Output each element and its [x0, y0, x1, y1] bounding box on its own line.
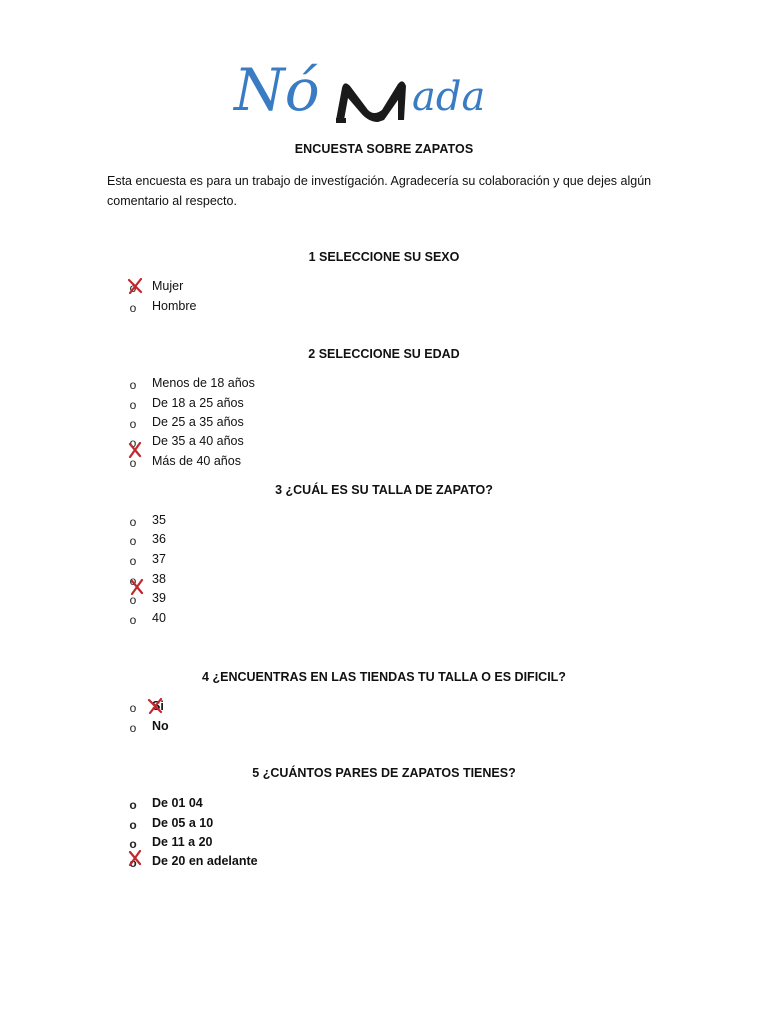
bullet: o [129, 515, 137, 529]
question-5-heading: 5 ¿CUÁNTOS PARES DE ZAPATOS TIENES? [252, 766, 516, 780]
x-mark-icon [127, 278, 143, 294]
q2-option[interactable] [126, 393, 244, 413]
bullet: o [129, 417, 137, 431]
bullet: o [129, 856, 137, 870]
bullet: o [129, 818, 137, 832]
intro-line: comentario al respecto. [107, 194, 237, 208]
question-2-heading: 2 SELECCIONE SU EDAD [308, 347, 460, 361]
high-heel-shoe-icon [336, 81, 406, 123]
option-label: De 20 en adelante [152, 854, 258, 868]
option-label: Más de 40 años [152, 454, 241, 468]
option-label: De 25 a 35 años [152, 415, 244, 429]
q5-option[interactable] [126, 813, 213, 833]
q3-option[interactable] [126, 510, 166, 530]
q4-option-no[interactable] [126, 716, 169, 736]
bullet: o [129, 721, 137, 735]
q2-option[interactable] [126, 431, 244, 451]
bullet: o [129, 613, 137, 627]
option-label: 39 [152, 591, 166, 605]
bullet: o [129, 837, 137, 851]
x-mark-icon [127, 850, 143, 866]
q3-option[interactable] [126, 549, 166, 569]
bullet: o [129, 798, 137, 812]
svg-text:Nó: Nó [234, 56, 320, 124]
question-1-heading: 1 SELECCIONE SU SEXO [308, 250, 460, 264]
bullet: o [129, 398, 137, 412]
bullet: o [129, 554, 137, 568]
option-label: 37 [152, 552, 166, 566]
option-label: 36 [152, 532, 166, 546]
x-mark-icon [129, 579, 145, 595]
option-label: Mujer [152, 279, 184, 293]
bullet: o [129, 593, 137, 607]
bullet: o [129, 281, 137, 295]
q2-option[interactable] [126, 451, 241, 471]
bullet: o [129, 378, 137, 392]
option-label: 40 [152, 611, 166, 625]
bullet: o [129, 574, 137, 588]
bullet: o [129, 436, 137, 450]
x-mark-icon [127, 442, 143, 458]
q2-option[interactable] [126, 412, 244, 432]
option-label: De 18 a 25 años [152, 396, 244, 410]
question-3-heading: 3 ¿CUÁL ES SU TALLA DE ZAPATO? [275, 483, 493, 497]
q3-option[interactable] [126, 608, 166, 628]
intro-line: Esta encuesta es para un trabajo de investígación. Agradecería su colaboración y que dejes algún [107, 174, 652, 188]
option-label: Hombre [152, 299, 197, 313]
q5-option[interactable] [126, 793, 203, 813]
option-label: De 11 a 20 [152, 835, 213, 849]
option-label: 35 [152, 513, 166, 527]
q3-option[interactable] [126, 529, 166, 549]
option-label: Si [152, 699, 164, 713]
nomada-logo [232, 48, 502, 130]
bullet: o [129, 534, 137, 548]
question-4-heading: 4 ¿ENCUENTRAS EN LAS TIENDAS TU TALLA O ES DIFICIL? [202, 670, 566, 684]
bullet: o [129, 456, 137, 470]
q2-option[interactable] [126, 373, 255, 393]
q5-option[interactable] [126, 851, 258, 871]
option-label: No [152, 719, 169, 733]
page-title: ENCUESTA SOBRE ZAPATOS [294, 142, 474, 156]
option-label: Menos de 18 años [152, 376, 255, 390]
intro-paragraph [107, 171, 667, 211]
option-label: De 05 a 10 [152, 816, 214, 830]
q1-option-hombre[interactable] [126, 296, 196, 316]
q5-option[interactable] [126, 832, 212, 852]
option-label: 38 [152, 572, 166, 586]
x-mark-icon [147, 698, 163, 714]
svg-text:ada: ada [412, 74, 486, 120]
option-label: De 01 04 [152, 796, 203, 810]
option-label: De 35 a 40 años [152, 434, 244, 448]
bullet: o [129, 301, 137, 315]
bullet: o [129, 701, 137, 715]
